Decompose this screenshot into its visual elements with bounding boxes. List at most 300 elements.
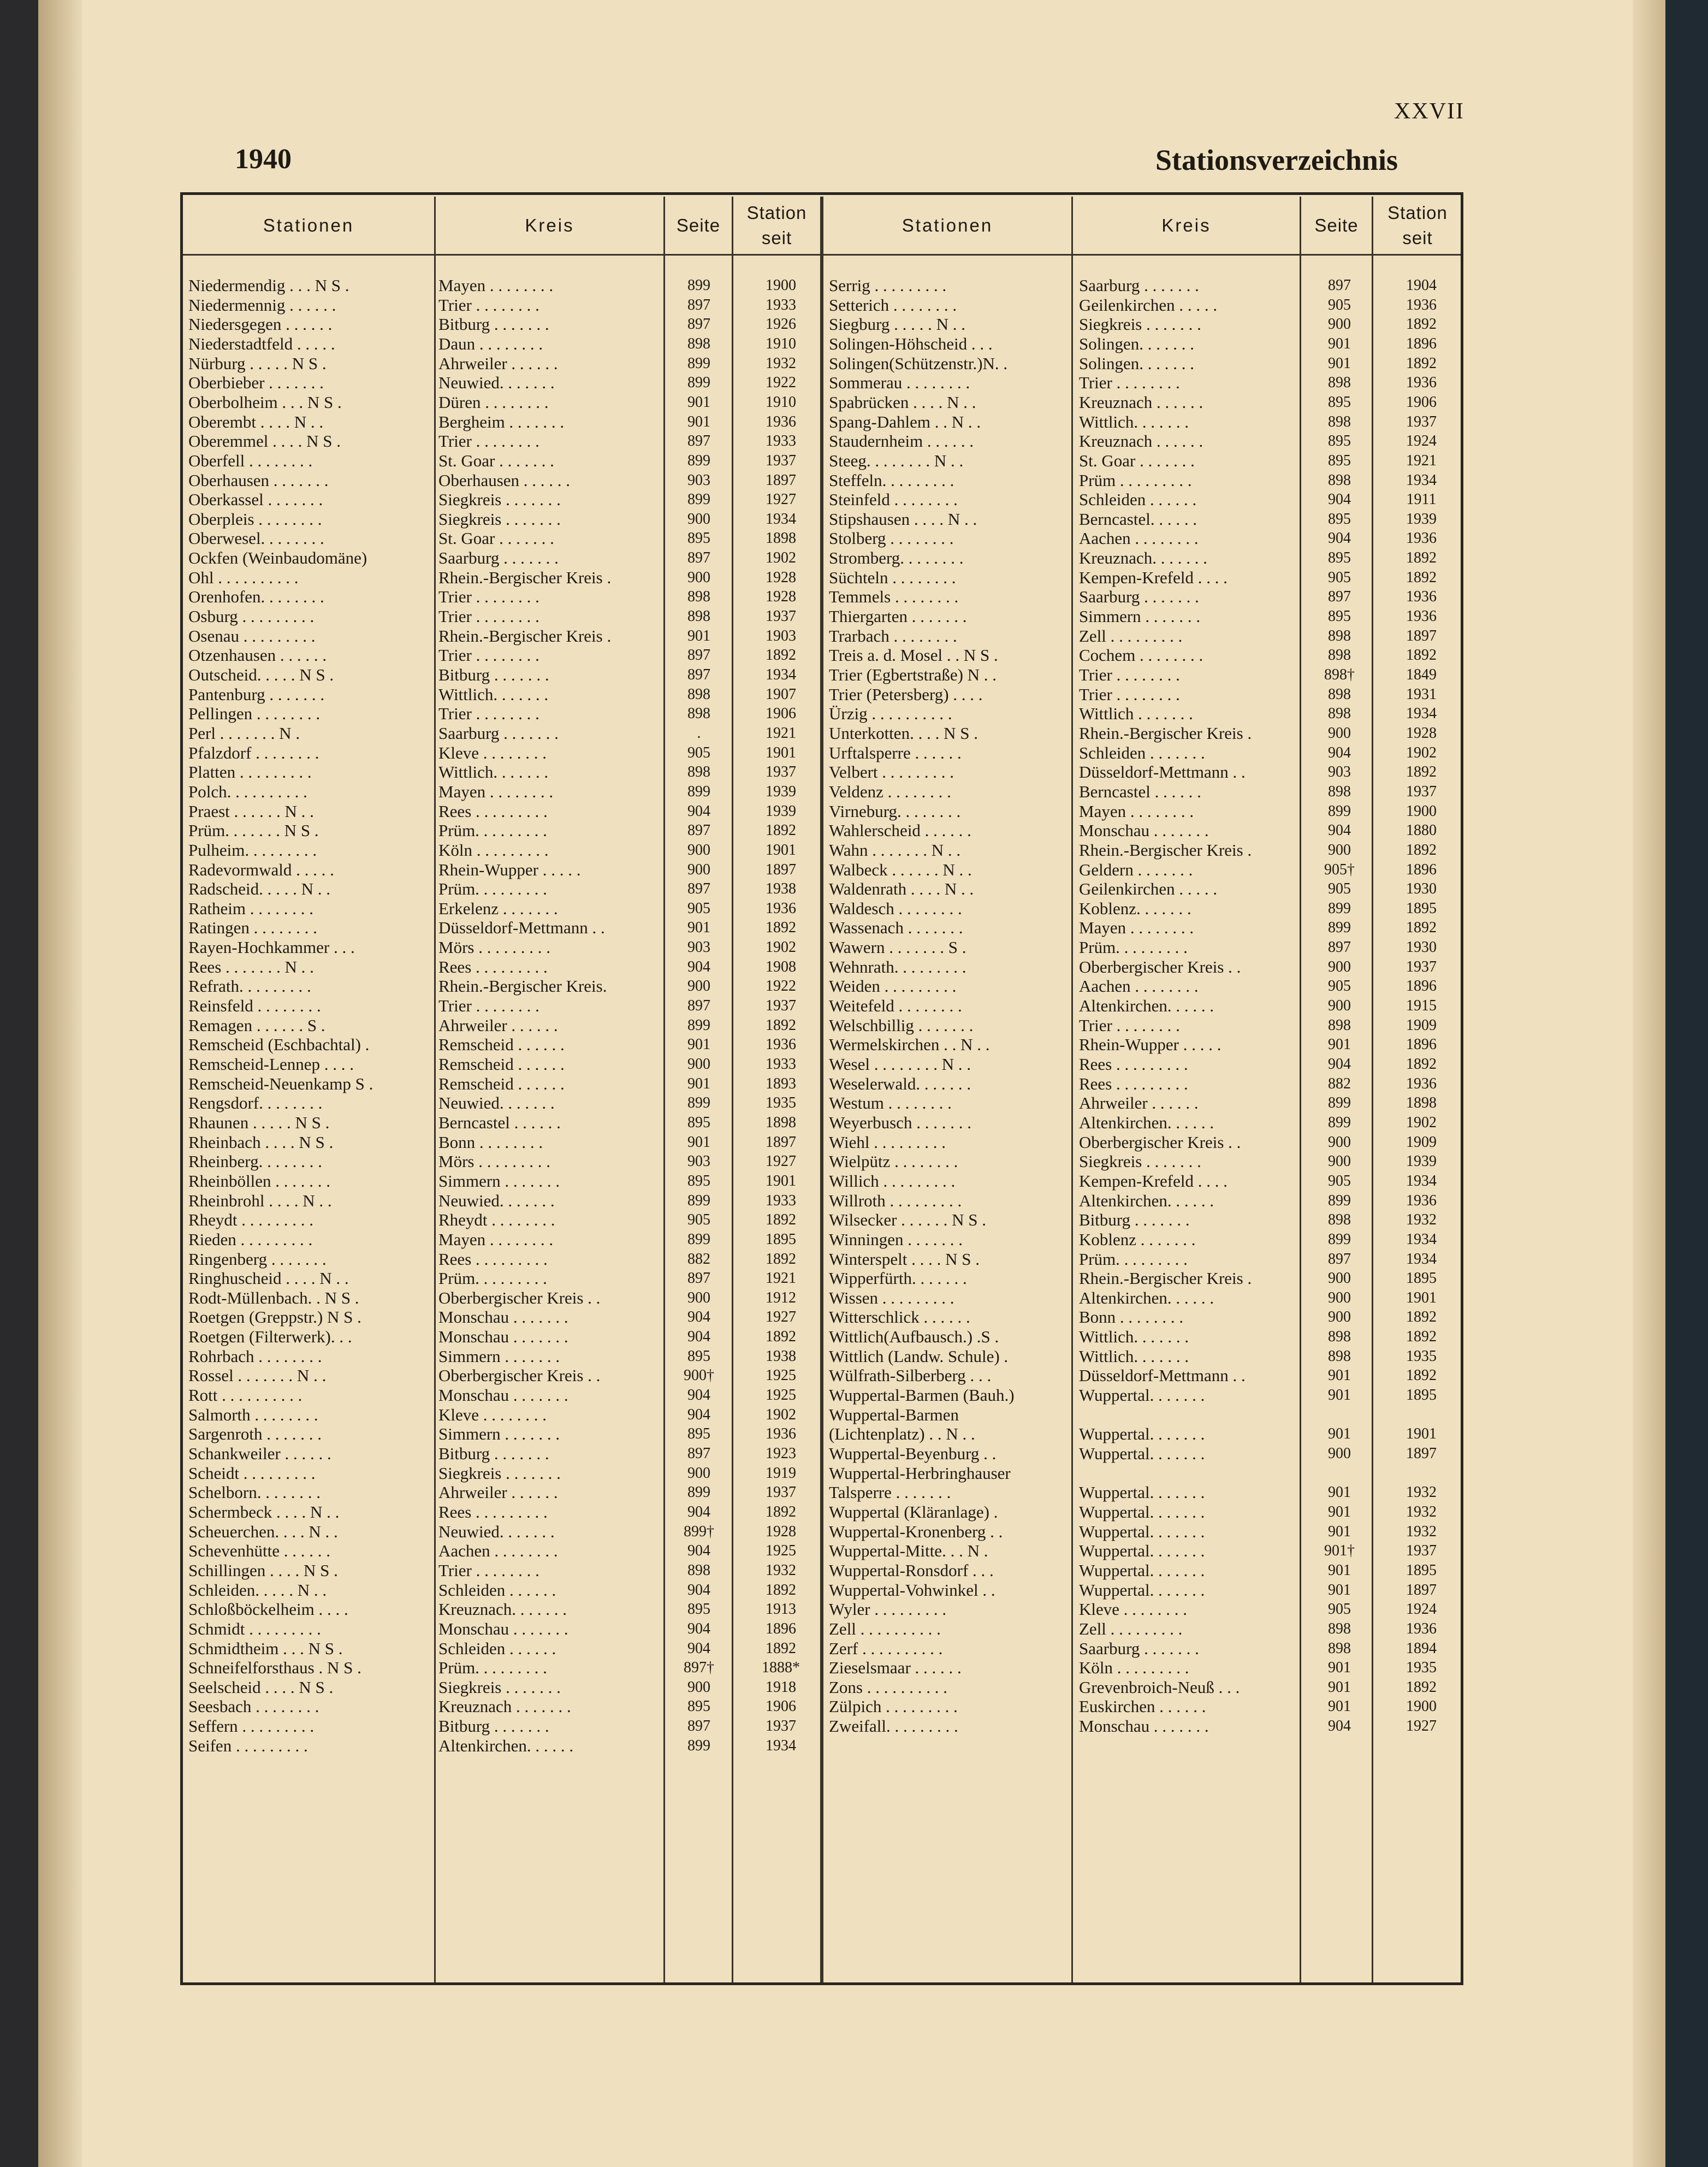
station-seit-year: 1902 — [766, 939, 796, 956]
kreis-name: Bitburg . . . . . . . — [438, 1444, 549, 1463]
table-row — [829, 1035, 1648, 1055]
station-seit-year: 1894 — [1406, 1639, 1437, 1657]
station-name: Oberfell . . . . . . . . — [188, 451, 313, 470]
table-row — [829, 1327, 1648, 1347]
kreis-name: Prüm. . . . . . . . . — [438, 879, 547, 899]
station-seit-year: 1927 — [766, 491, 796, 508]
kreis-name: Wittlich. . . . . . . — [1079, 1346, 1189, 1366]
station-name: Ürzig . . . . . . . . . . — [829, 704, 952, 724]
station-seit-year: 1906 — [766, 1698, 796, 1715]
table-row — [829, 665, 1648, 685]
station-name: Perl . . . . . . . N . — [188, 723, 300, 743]
station-name: Velbert . . . . . . . . . — [829, 762, 954, 782]
table-row — [829, 1152, 1648, 1171]
seite-value: 901 — [1328, 1523, 1351, 1540]
seite-value: 895 — [687, 1114, 710, 1131]
station-name: Oberpleis . . . . . . . . — [188, 509, 322, 529]
table-row — [829, 938, 1648, 957]
station-name: Praest . . . . . . N . . — [188, 801, 314, 821]
header-seite-right: Seite — [1314, 215, 1359, 235]
table-row — [829, 976, 1648, 996]
station-name: Wiehl . . . . . . . . . — [829, 1132, 946, 1152]
seite-value: 898 — [1328, 627, 1351, 644]
station-seit-year: 1938 — [766, 1347, 796, 1365]
station-seit-year: 1911 — [1406, 491, 1437, 508]
station-name: Seelscheid . . . . N S . — [188, 1677, 334, 1697]
kreis-name: Wittlich . . . . . . . — [1079, 704, 1193, 724]
station-name: Weyerbusch . . . . . . . — [829, 1112, 971, 1132]
kreis-name: Rhein.-Bergischer Kreis . — [438, 567, 612, 587]
station-seit-year: 1903 — [766, 627, 796, 644]
table-row — [829, 1133, 1648, 1152]
kreis-name: Prüm. . . . . . . . . — [1079, 1249, 1188, 1269]
seite-value: 897 — [687, 1718, 710, 1735]
kreis-name: Mayen . . . . . . . . — [438, 781, 554, 801]
seite-value: 904 — [687, 1542, 710, 1560]
kreis-name: Rheydt . . . . . . . . — [438, 1210, 555, 1230]
seite-value: 900 — [1328, 1270, 1351, 1287]
table-row — [829, 334, 1648, 354]
station-name: Wuppertal-Mitte. . . N . — [829, 1541, 988, 1561]
seite-value: 899 — [687, 1484, 710, 1501]
station-seit-year: 1912 — [766, 1289, 796, 1306]
station-seit-year: 1918 — [766, 1678, 796, 1696]
kreis-name: Remscheid . . . . . . — [438, 1074, 565, 1093]
seite-value: 905 — [1328, 978, 1351, 995]
seite-value: 898 — [687, 1561, 710, 1579]
seite-value: 897 — [687, 549, 710, 567]
table-row — [829, 607, 1648, 626]
station-name: Wesel . . . . . . . . N . . — [829, 1055, 971, 1074]
kreis-name: Saarburg . . . . . . . — [438, 548, 559, 568]
kreis-name: Remscheid . . . . . . — [438, 1055, 565, 1074]
seite-value: 897 — [687, 433, 710, 450]
station-seit-year: 1898 — [766, 1114, 796, 1131]
table-row — [829, 782, 1648, 802]
station-seit-year: 1936 — [1406, 1075, 1437, 1092]
table-row — [829, 1600, 1648, 1619]
kreis-name: Siegkreis . . . . . . . — [438, 1463, 561, 1483]
seite-value: 905 — [1328, 1601, 1351, 1618]
seite-value: 895 — [687, 1698, 710, 1715]
kreis-name: Kleve . . . . . . . . — [438, 1405, 547, 1424]
station-seit-year: 1936 — [1406, 296, 1437, 313]
seite-value: 904 — [687, 1620, 710, 1637]
seite-value: 905 — [1328, 569, 1351, 586]
seite-value: 905 — [1328, 1172, 1351, 1189]
station-name: Rheydt . . . . . . . . . — [188, 1210, 314, 1230]
kreis-name: Mayen . . . . . . . . — [438, 276, 554, 295]
station-seit-year: 1908 — [766, 958, 796, 975]
seite-value: 897 — [687, 316, 710, 333]
table-row — [829, 1464, 1648, 1483]
seite-value: 901 — [687, 1133, 710, 1151]
kreis-name: Wittlich. . . . . . . — [438, 684, 549, 704]
station-seit-year: 1897 — [1406, 627, 1437, 644]
station-seit-year: 1935 — [1406, 1659, 1437, 1677]
seite-value: 904 — [687, 1503, 710, 1520]
station-seit-year: 1933 — [766, 296, 796, 313]
station-name: Zerf . . . . . . . . . . — [829, 1638, 943, 1658]
table-row — [829, 743, 1648, 763]
kreis-name: Wuppertal. . . . . . . — [1079, 1580, 1205, 1600]
seite-value: 898 — [1328, 783, 1351, 800]
seite-value: 900 — [687, 1678, 710, 1696]
station-seit-year: 1892 — [766, 1250, 796, 1268]
table-row — [829, 1619, 1648, 1639]
station-name: Wülfrath-Silberberg . . . — [829, 1366, 992, 1386]
header-seite-left: Seite — [676, 215, 721, 235]
station-seit-year: 1937 — [1406, 783, 1437, 800]
station-seit-year: 1896 — [766, 1620, 796, 1637]
table-row — [829, 1502, 1648, 1522]
station-seit-year: 1934 — [1406, 471, 1437, 489]
station-seit-year: 1921 — [766, 1270, 796, 1287]
station-name: Schankweiler . . . . . . — [188, 1444, 331, 1463]
header-station-label: Station — [746, 202, 807, 223]
station-seit-year: 1892 — [1406, 841, 1437, 858]
station-seit-year: 1924 — [1406, 433, 1437, 450]
station-name: Sargenroth . . . . . . . — [188, 1424, 322, 1444]
seite-value: 900 — [1328, 841, 1351, 858]
seite-value: 897 — [1328, 939, 1351, 956]
station-seit-year: 1892 — [1406, 647, 1437, 664]
kreis-name: Cochem . . . . . . . . — [1079, 646, 1203, 665]
seite-value: 901 — [1328, 1581, 1351, 1598]
station-name: Stolberg . . . . . . . . — [829, 529, 954, 548]
station-name: Wahn . . . . . . . N . . — [829, 840, 961, 860]
kreis-name: Oberbergischer Kreis . . — [1079, 957, 1241, 976]
kreis-name: Siegkreis . . . . . . . — [438, 1677, 561, 1697]
station-name: Witterschlick . . . . . . — [829, 1307, 970, 1327]
station-seit-year: 1892 — [766, 822, 796, 839]
station-name: Wassenach . . . . . . . — [829, 918, 963, 938]
station-seit-year: 1895 — [1406, 899, 1437, 917]
station-name: Schleiden. . . . . N . . — [188, 1580, 327, 1600]
kreis-name: Ahrweiler . . . . . . — [438, 353, 558, 373]
kreis-name: Wuppertal. . . . . . . — [1079, 1521, 1205, 1541]
station-name: Stipshausen . . . . N . . — [829, 509, 977, 529]
seite-value: 899 — [1328, 802, 1351, 820]
station-seit-year: 1937 — [766, 1484, 796, 1501]
table-row — [829, 315, 1648, 334]
kreis-name: Siegkreis . . . . . . . — [1079, 315, 1201, 334]
station-seit-year: 1892 — [1406, 1056, 1437, 1073]
station-seit-year: 1898 — [766, 530, 796, 547]
station-name: Rengsdorf. . . . . . . . — [188, 1093, 323, 1113]
seite-value: 898 — [1328, 685, 1351, 703]
station-name: Scheidt . . . . . . . . . — [188, 1463, 316, 1483]
table-row — [829, 1347, 1648, 1366]
table-row — [829, 1307, 1648, 1327]
seite-value: 898 — [687, 685, 710, 703]
seite-value: 898 — [1328, 374, 1351, 392]
seite-value: 904 — [687, 802, 710, 820]
seite-value: 898 — [687, 763, 710, 781]
kreis-name: Trier . . . . . . . . — [438, 607, 539, 626]
seite-value: 901 — [1328, 1503, 1351, 1520]
station-name: Setterich . . . . . . . . — [829, 295, 957, 315]
table-row — [829, 879, 1648, 899]
station-name: Pantenburg . . . . . . . — [188, 684, 325, 704]
kreis-name: Trier . . . . . . . . — [1079, 684, 1180, 704]
station-name: Ringhuscheid . . . . N . . — [188, 1269, 349, 1288]
station-name: Steffeln. . . . . . . . . — [829, 470, 954, 490]
table-row — [829, 1639, 1648, 1659]
table-row — [829, 996, 1648, 1016]
station-name: Sommerau . . . . . . . . — [829, 373, 970, 393]
station-name: Remscheid-Neuenkamp S . — [188, 1074, 373, 1093]
kreis-name: Rhein-Wupper . . . . . — [438, 860, 581, 879]
kreis-name: Monschau . . . . . . . — [1079, 821, 1209, 840]
kreis-name: Ahrweiler . . . . . . — [438, 1483, 558, 1502]
seite-value: 899 — [687, 1192, 710, 1209]
kreis-name: Siegkreis . . . . . . . — [1079, 1152, 1201, 1171]
seite-value: 901 — [687, 919, 710, 937]
table-row — [829, 568, 1648, 588]
kreis-name: Monschau . . . . . . . — [438, 1386, 568, 1405]
seite-value: 900 — [687, 569, 710, 586]
seite-value: 897 — [687, 296, 710, 313]
kreis-name: Trier . . . . . . . . — [438, 431, 539, 451]
table-row — [829, 1366, 1648, 1386]
seite-value: 898 — [1328, 471, 1351, 489]
station-name: Weselerwald. . . . . . . — [829, 1074, 971, 1093]
station-name: (Lichtenplatz) . . N . . — [829, 1424, 975, 1444]
seite-value: 899 — [1328, 1192, 1351, 1209]
table-row — [829, 957, 1648, 977]
kreis-name: Altenkirchen. . . . . . — [1079, 1112, 1214, 1132]
station-seit-year: 1924 — [1406, 1601, 1437, 1618]
seite-value: 898 — [1328, 1328, 1351, 1346]
header-station-seit-right — [1373, 197, 1462, 254]
seite-value: 895 — [1328, 608, 1351, 625]
station-name: Wyler . . . . . . . . . — [829, 1600, 947, 1619]
station-seit-year: 1934 — [766, 666, 796, 683]
kreis-name: Aachen . . . . . . . . — [1079, 529, 1199, 548]
seite-value: 897 — [687, 997, 710, 1015]
station-seit-year: 1901 — [766, 841, 796, 858]
seite-value: 898 — [1328, 647, 1351, 664]
station-seit-year: 1892 — [1406, 1678, 1437, 1696]
station-name: Wuppertal (Kläranlage) . — [829, 1502, 998, 1521]
kreis-name: Daun . . . . . . . . — [438, 334, 543, 353]
seite-value: 901 — [687, 627, 710, 644]
station-name: Pfalzdorf . . . . . . . . — [188, 743, 319, 762]
station-seit-year: 1892 — [766, 1211, 796, 1229]
kreis-name: Saarburg . . . . . . . — [1079, 1638, 1199, 1658]
station-name: Rhaunen . . . . . N S . — [188, 1112, 330, 1132]
station-seit-year: 1937 — [766, 1718, 796, 1735]
station-name: Rees . . . . . . . N . . — [188, 957, 314, 976]
kreis-name: Bitburg . . . . . . . — [438, 315, 549, 334]
station-name: Waldenrath . . . . N . . — [829, 879, 974, 899]
station-name: Polch. . . . . . . . . . — [188, 781, 307, 801]
kreis-name: St. Goar . . . . . . . — [1079, 451, 1195, 470]
kreis-name: Monschau . . . . . . . — [1079, 1716, 1209, 1736]
kreis-name: Kreuznach . . . . . . — [1079, 431, 1203, 451]
station-seit-year: 1896 — [1406, 1036, 1437, 1053]
page-title: Stationsverzeichnis — [1155, 144, 1398, 176]
station-seit-year: 1906 — [1406, 393, 1437, 411]
station-seit-year: 1902 — [1406, 744, 1437, 761]
seite-value: 898 — [1328, 1639, 1351, 1657]
station-seit-year: 1922 — [766, 374, 796, 392]
station-name: Temmels . . . . . . . . — [829, 587, 959, 607]
seite-value: 899 — [687, 374, 710, 392]
kreis-name: Saarburg . . . . . . . — [438, 723, 559, 743]
seite-value: 895 — [1328, 510, 1351, 528]
seite-value: 904 — [1328, 1718, 1351, 1735]
table-row — [829, 1269, 1648, 1288]
station-seit-year: 1897 — [1406, 1445, 1437, 1462]
seite-value: 904 — [1328, 1056, 1351, 1073]
kreis-name: Oberbergischer Kreis . . — [1079, 1132, 1241, 1152]
table-row — [829, 295, 1648, 315]
seite-value: 904 — [1328, 491, 1351, 508]
kreis-name: Simmern . . . . . . . — [438, 1171, 560, 1191]
station-name: Refrath. . . . . . . . . — [188, 976, 311, 996]
station-seit-year: 1936 — [766, 899, 796, 917]
station-seit-year: 1904 — [1406, 277, 1437, 294]
seite-value: 897 — [1328, 277, 1351, 294]
seite-value: 897† — [684, 1659, 714, 1677]
station-seit-year: 1935 — [766, 1094, 796, 1112]
station-seit-year: 1937 — [766, 997, 796, 1015]
seite-value: 898 — [1328, 1620, 1351, 1637]
station-seit-year: 1921 — [1406, 452, 1437, 469]
station-name: Niederstadtfeld . . . . . — [188, 334, 335, 353]
kreis-name: Düsseldorf-Mettmann . . — [1079, 1366, 1246, 1386]
table-row — [829, 1658, 1648, 1678]
station-name: Trier (Petersberg) . . . . — [829, 684, 983, 704]
station-name: Schmidt . . . . . . . . . — [188, 1619, 321, 1638]
station-name: Rott . . . . . . . . . . — [188, 1386, 303, 1405]
station-name: Niedersgegen . . . . . . — [188, 315, 333, 334]
station-name: Rieden . . . . . . . . . — [188, 1229, 313, 1249]
station-name: Rheinberg. . . . . . . . — [188, 1152, 322, 1171]
station-name: Pellingen . . . . . . . . — [188, 704, 321, 724]
table-row — [829, 626, 1648, 646]
station-name: Wuppertal-Kronenberg . . — [829, 1521, 1003, 1541]
kreis-name: Köln . . . . . . . . . — [1079, 1658, 1189, 1678]
kreis-name: Schleiden . . . . . . — [1079, 490, 1197, 510]
seite-value: 900 — [1328, 1309, 1351, 1326]
station-name: Siegburg . . . . . N . . — [829, 315, 966, 334]
seite-value: . — [697, 724, 701, 742]
station-seit-year: 1900 — [1406, 1698, 1437, 1715]
seite-value: 897 — [1328, 1250, 1351, 1268]
station-seit-year: 1936 — [1406, 374, 1437, 392]
kreis-name: Zell . . . . . . . . . — [1079, 1619, 1183, 1638]
station-name: Wittlich(Aufbausch.) .S . — [829, 1327, 999, 1347]
seite-value: 899 — [687, 1230, 710, 1248]
station-name: Wahlerscheid . . . . . . — [829, 821, 971, 840]
kreis-name: Düren . . . . . . . . — [438, 392, 549, 412]
seite-value: 904 — [687, 1581, 710, 1598]
station-seit-year: 1937 — [1406, 1542, 1437, 1560]
station-seit-year: 1936 — [766, 413, 796, 430]
station-name: Rheinbach . . . . N S . — [188, 1132, 334, 1152]
station-seit-year: 1927 — [766, 1153, 796, 1170]
station-name: Wuppertal-Vohwinkel . . — [829, 1580, 995, 1600]
kreis-name: St. Goar . . . . . . . — [438, 451, 554, 470]
seite-value: 904 — [687, 1328, 710, 1346]
kreis-name: Neuwied. . . . . . . — [438, 1191, 555, 1210]
seite-value: 900 — [1328, 1289, 1351, 1306]
station-seit-year: 1927 — [766, 1309, 796, 1326]
station-name: Osburg . . . . . . . . . — [188, 607, 315, 626]
station-seit-year: 1925 — [766, 1542, 796, 1560]
station-name: Zons . . . . . . . . . . — [829, 1677, 947, 1697]
station-name: Wielpütz . . . . . . . . — [829, 1152, 958, 1171]
station-seit-year: 1930 — [1406, 880, 1437, 898]
kreis-name: Kempen-Krefeld . . . . — [1079, 1171, 1228, 1191]
table-row — [829, 1074, 1648, 1094]
kreis-name: Wuppertal. . . . . . . — [1079, 1444, 1205, 1463]
kreis-name: Saarburg . . . . . . . — [1079, 587, 1199, 607]
station-name: Zieselsmaar . . . . . . — [829, 1658, 962, 1678]
seite-value: 899 — [687, 1737, 710, 1754]
table-row — [829, 490, 1648, 510]
station-name: Niedermennig . . . . . . — [188, 295, 336, 315]
station-name: Serrig . . . . . . . . . — [829, 276, 947, 295]
table-row — [829, 1405, 1648, 1425]
station-seit-year: 1902 — [1406, 1114, 1437, 1131]
station-name: Waldesch . . . . . . . . — [829, 898, 962, 918]
kreis-name: Grevenbroich-Neuß . . . — [1079, 1677, 1240, 1697]
station-seit-year: 1901 — [1406, 1289, 1437, 1306]
kreis-name: Bitburg . . . . . . . — [1079, 1210, 1190, 1230]
seite-value: 899 — [1328, 919, 1351, 937]
kreis-name: Neuwied. . . . . . . — [438, 1521, 555, 1541]
kreis-name: Simmern . . . . . . . — [438, 1424, 560, 1444]
station-name: Schillingen . . . . N S . — [188, 1560, 338, 1580]
station-seit-year: 1893 — [766, 1075, 796, 1092]
kreis-name: Altenkirchen. . . . . . — [1079, 996, 1214, 1016]
station-name: Steeg. . . . . . . . N . . — [829, 451, 964, 470]
station-name: Rheinbrohl . . . . N . . — [188, 1191, 332, 1210]
station-name: Süchteln . . . . . . . . — [829, 567, 956, 587]
kreis-name: St. Goar . . . . . . . — [438, 529, 554, 548]
seite-value: 905 — [687, 1211, 710, 1229]
station-seit-year: 1934 — [1406, 1230, 1437, 1248]
station-name: Westum . . . . . . . . — [829, 1093, 952, 1113]
station-seit-year: 1932 — [1406, 1523, 1437, 1540]
station-name: Staudernheim . . . . . . — [829, 431, 974, 451]
station-seit-year: 1895 — [1406, 1561, 1437, 1579]
seite-value: 900 — [1328, 1445, 1351, 1462]
station-seit-year: 1932 — [1406, 1503, 1437, 1520]
seite-value: 905 — [1328, 296, 1351, 313]
seite-value: 903 — [1328, 763, 1351, 781]
station-seit-year: 1895 — [1406, 1387, 1437, 1404]
station-seit-year: 1928 — [766, 588, 796, 606]
station-name: Schneifelforsthaus . N S . — [188, 1658, 361, 1678]
kreis-name: Solingen. . . . . . . — [1079, 334, 1194, 353]
station-name: Winterspelt . . . . N S . — [829, 1249, 980, 1269]
station-name: Pulheim. . . . . . . . . — [188, 840, 317, 860]
seite-value: 901 — [687, 413, 710, 430]
seite-value: 900† — [684, 1367, 714, 1384]
station-seit-year: 1936 — [1406, 1192, 1437, 1209]
station-name: Seesbach . . . . . . . . — [188, 1697, 319, 1716]
station-name: Schermbeck . . . . N . . — [188, 1502, 340, 1521]
seite-value: 900 — [687, 861, 710, 878]
kreis-name: Monschau . . . . . . . — [438, 1619, 568, 1638]
kreis-name: Wuppertal. . . . . . . — [1079, 1541, 1205, 1561]
kreis-name: Wuppertal. . . . . . . — [1079, 1424, 1205, 1444]
